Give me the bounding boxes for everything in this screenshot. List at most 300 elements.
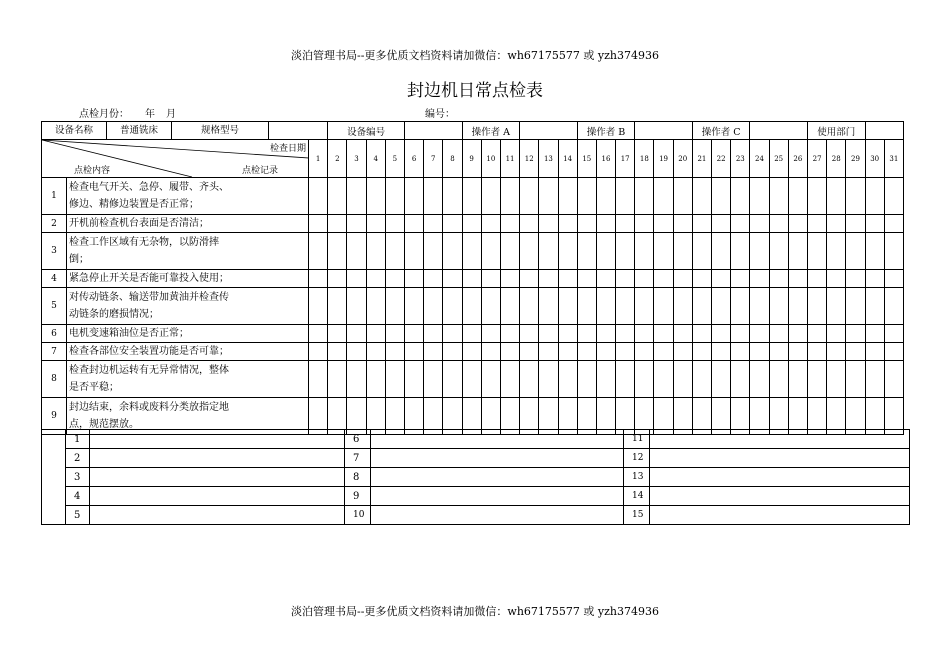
check-record-cell[interactable] (347, 270, 366, 288)
check-record-cell[interactable] (481, 288, 500, 325)
check-record-cell[interactable] (443, 233, 462, 270)
check-record-cell[interactable] (309, 343, 328, 361)
check-record-cell[interactable] (654, 178, 673, 215)
check-record-cell[interactable] (577, 325, 596, 343)
check-record-cell[interactable] (404, 361, 423, 398)
note-entry[interactable] (650, 487, 910, 506)
check-record-cell[interactable] (692, 288, 711, 325)
check-record-cell[interactable] (807, 288, 826, 325)
check-record-cell[interactable] (846, 215, 865, 233)
check-record-cell[interactable] (347, 288, 366, 325)
check-record-cell[interactable] (712, 343, 731, 361)
check-record-cell[interactable] (366, 343, 385, 361)
check-record-cell[interactable] (884, 288, 903, 325)
check-record-cell[interactable] (328, 343, 347, 361)
notes-row (42, 506, 910, 525)
check-record-cell[interactable] (520, 233, 539, 270)
check-record-cell[interactable] (462, 233, 481, 270)
check-record-cell[interactable] (500, 215, 519, 233)
device-name-label: 设备名称 (42, 122, 107, 139)
check-record-cell[interactable] (712, 215, 731, 233)
note-entry[interactable] (650, 506, 910, 525)
check-record-cell[interactable] (673, 343, 692, 361)
check-record-cell[interactable] (520, 361, 539, 398)
check-record-cell[interactable] (385, 325, 404, 343)
check-record-cell[interactable] (750, 270, 769, 288)
note-number: 3 (66, 468, 90, 487)
check-record-cell[interactable] (366, 361, 385, 398)
check-record-cell[interactable] (788, 288, 807, 325)
check-record-cell[interactable] (731, 343, 750, 361)
check-record-cell[interactable] (616, 361, 635, 398)
check-record-cell[interactable] (443, 288, 462, 325)
check-record-cell[interactable] (404, 178, 423, 215)
check-record-cell[interactable] (481, 361, 500, 398)
check-record-cell[interactable] (328, 361, 347, 398)
device-number-value[interactable] (404, 122, 462, 140)
check-record-cell[interactable] (596, 215, 615, 233)
check-record-cell[interactable] (616, 233, 635, 270)
month-label: 月 (166, 109, 176, 120)
check-record-cell[interactable] (692, 233, 711, 270)
check-record-cell[interactable] (635, 361, 654, 398)
check-record-cell[interactable] (520, 215, 539, 233)
check-record-cell[interactable] (846, 325, 865, 343)
notes-row (42, 449, 910, 468)
day-column-header: 15 (577, 140, 596, 178)
check-record-cell[interactable] (673, 270, 692, 288)
check-record-cell[interactable] (807, 233, 826, 270)
check-record-cell[interactable] (596, 325, 615, 343)
check-record-cell[interactable] (635, 178, 654, 215)
check-record-cell[interactable] (692, 178, 711, 215)
check-record-cell[interactable] (500, 325, 519, 343)
check-record-cell[interactable] (865, 215, 884, 233)
check-record-cell[interactable] (827, 343, 846, 361)
check-record-cell[interactable] (731, 178, 750, 215)
check-record-cell[interactable] (366, 270, 385, 288)
check-record-cell[interactable] (846, 343, 865, 361)
check-record-cell[interactable] (865, 343, 884, 361)
check-record-cell[interactable] (616, 325, 635, 343)
check-record-cell[interactable] (712, 178, 731, 215)
note-entry[interactable] (371, 506, 624, 525)
note-entry[interactable] (371, 468, 624, 487)
check-record-cell[interactable] (520, 270, 539, 288)
check-record-cell[interactable] (577, 361, 596, 398)
check-record-cell[interactable] (347, 233, 366, 270)
day-column-header: 2 (328, 140, 347, 178)
check-record-cell[interactable] (884, 215, 903, 233)
check-record-cell[interactable] (769, 325, 788, 343)
check-record-cell[interactable] (577, 288, 596, 325)
check-record-cell[interactable] (884, 343, 903, 361)
check-record-cell[interactable] (635, 325, 654, 343)
check-record-cell[interactable] (750, 233, 769, 270)
check-record-cell[interactable] (827, 233, 846, 270)
check-record-cell[interactable] (481, 233, 500, 270)
note-entry[interactable] (90, 430, 345, 449)
check-record-cell[interactable] (328, 178, 347, 215)
check-record-cell[interactable] (807, 343, 826, 361)
check-record-cell[interactable] (558, 361, 577, 398)
check-record-cell[interactable] (328, 325, 347, 343)
check-record-cell[interactable] (731, 288, 750, 325)
check-record-cell[interactable] (500, 233, 519, 270)
check-record-cell[interactable] (424, 288, 443, 325)
item-description-line: 检查各部位安全装置功能是否可靠； (69, 346, 229, 357)
check-record-cell[interactable] (827, 270, 846, 288)
day-column-header: 1 (309, 140, 328, 178)
check-record-cell[interactable] (520, 288, 539, 325)
check-record-cell[interactable] (616, 178, 635, 215)
check-record-cell[interactable] (827, 325, 846, 343)
check-record-cell[interactable] (769, 178, 788, 215)
note-entry[interactable] (650, 449, 910, 468)
check-record-cell[interactable] (596, 343, 615, 361)
check-record-cell[interactable] (347, 178, 366, 215)
note-entry[interactable] (90, 468, 345, 487)
check-record-cell[interactable] (385, 288, 404, 325)
inspection-item-row (42, 178, 904, 215)
day-column-header: 14 (558, 140, 577, 178)
check-record-cell[interactable] (654, 270, 673, 288)
check-record-cell[interactable] (769, 215, 788, 233)
check-record-cell[interactable] (865, 178, 884, 215)
check-record-cell[interactable] (635, 343, 654, 361)
check-record-cell[interactable] (520, 325, 539, 343)
check-record-cell[interactable] (424, 343, 443, 361)
note-entry[interactable] (650, 468, 910, 487)
check-record-cell[interactable] (462, 343, 481, 361)
device-name-value: 普通铣床 (107, 122, 172, 139)
check-record-cell[interactable] (443, 270, 462, 288)
check-record-cell[interactable] (616, 288, 635, 325)
check-record-cell[interactable] (481, 343, 500, 361)
check-record-cell[interactable] (884, 325, 903, 343)
check-record-cell[interactable] (692, 361, 711, 398)
check-record-cell[interactable] (500, 361, 519, 398)
check-record-cell[interactable] (654, 233, 673, 270)
check-record-cell[interactable] (616, 343, 635, 361)
check-record-cell[interactable] (366, 325, 385, 343)
check-record-cell[interactable] (712, 233, 731, 270)
check-record-cell[interactable] (731, 325, 750, 343)
day-column-header: 6 (404, 140, 423, 178)
check-record-cell[interactable] (520, 343, 539, 361)
check-record-cell[interactable] (309, 288, 328, 325)
spec-model-value[interactable] (269, 122, 328, 140)
check-record-cell[interactable] (462, 361, 481, 398)
check-record-cell[interactable] (424, 233, 443, 270)
check-record-cell[interactable] (462, 215, 481, 233)
note-entry[interactable] (90, 449, 345, 468)
check-record-cell[interactable] (558, 270, 577, 288)
check-record-cell[interactable] (654, 325, 673, 343)
check-record-cell[interactable] (865, 233, 884, 270)
check-record-cell[interactable] (366, 215, 385, 233)
check-record-cell[interactable] (788, 343, 807, 361)
check-record-cell[interactable] (539, 361, 558, 398)
check-record-cell[interactable] (404, 215, 423, 233)
check-record-cell[interactable] (385, 270, 404, 288)
item-description-line: 动链条的磨损情况； (69, 309, 159, 320)
check-record-cell[interactable] (385, 343, 404, 361)
check-record-cell[interactable] (520, 178, 539, 215)
check-record-cell[interactable] (481, 178, 500, 215)
check-record-cell[interactable] (788, 270, 807, 288)
check-record-cell[interactable] (577, 178, 596, 215)
year-label: 年 (145, 109, 155, 120)
check-record-cell[interactable] (654, 361, 673, 398)
check-record-cell[interactable] (731, 270, 750, 288)
note-entry[interactable] (371, 430, 624, 449)
item-description (67, 343, 309, 361)
check-record-cell[interactable] (539, 270, 558, 288)
check-record-cell[interactable] (635, 288, 654, 325)
check-record-cell[interactable] (539, 178, 558, 215)
check-record-cell[interactable] (596, 270, 615, 288)
note-entry[interactable] (371, 487, 624, 506)
check-record-cell[interactable] (558, 233, 577, 270)
check-record-cell[interactable] (673, 361, 692, 398)
check-record-cell[interactable] (750, 288, 769, 325)
note-entry[interactable] (90, 506, 345, 525)
check-record-cell[interactable] (807, 361, 826, 398)
department-value[interactable] (865, 122, 903, 140)
check-record-cell[interactable] (712, 270, 731, 288)
check-record-cell[interactable] (750, 325, 769, 343)
check-record-cell[interactable] (788, 325, 807, 343)
check-record-cell[interactable] (577, 343, 596, 361)
check-record-cell[interactable] (577, 215, 596, 233)
check-record-cell[interactable] (635, 233, 654, 270)
check-record-cell[interactable] (404, 233, 423, 270)
note-number: 9 (345, 487, 371, 506)
check-record-cell[interactable] (807, 178, 826, 215)
note-entry[interactable] (90, 487, 345, 506)
check-record-cell[interactable] (328, 233, 347, 270)
check-record-cell[interactable] (654, 343, 673, 361)
check-record-cell[interactable] (366, 178, 385, 215)
check-record-cell[interactable] (616, 270, 635, 288)
operator-a-value[interactable] (520, 122, 578, 140)
check-record-cell[interactable] (750, 215, 769, 233)
check-record-cell[interactable] (692, 270, 711, 288)
check-record-cell[interactable] (769, 361, 788, 398)
check-record-cell[interactable] (827, 178, 846, 215)
check-record-cell[interactable] (846, 361, 865, 398)
check-record-cell[interactable] (500, 343, 519, 361)
check-record-cell[interactable] (462, 288, 481, 325)
check-record-cell[interactable] (827, 215, 846, 233)
check-record-cell[interactable] (558, 288, 577, 325)
day-column-header: 28 (827, 140, 846, 178)
check-record-cell[interactable] (443, 343, 462, 361)
check-record-cell[interactable] (788, 178, 807, 215)
note-number: 11 (624, 430, 650, 449)
check-record-cell[interactable] (712, 288, 731, 325)
check-record-cell[interactable] (750, 178, 769, 215)
check-record-cell[interactable] (731, 233, 750, 270)
check-record-cell[interactable] (807, 325, 826, 343)
item-number: 6 (42, 325, 67, 343)
check-record-cell[interactable] (443, 178, 462, 215)
check-record-cell[interactable] (385, 215, 404, 233)
check-record-cell[interactable] (865, 361, 884, 398)
check-record-cell[interactable] (443, 325, 462, 343)
check-record-cell[interactable] (846, 288, 865, 325)
operator-b-value[interactable] (635, 122, 693, 140)
check-record-cell[interactable] (328, 288, 347, 325)
check-record-cell[interactable] (347, 343, 366, 361)
check-record-cell[interactable] (596, 178, 615, 215)
check-record-cell[interactable] (577, 270, 596, 288)
check-record-cell[interactable] (385, 361, 404, 398)
check-record-cell[interactable] (673, 178, 692, 215)
check-record-cell[interactable] (616, 215, 635, 233)
check-record-cell[interactable] (424, 325, 443, 343)
check-record-cell[interactable] (385, 233, 404, 270)
check-date-label: 检查日期 (270, 144, 307, 154)
check-record-cell[interactable] (654, 215, 673, 233)
check-record-cell[interactable] (596, 361, 615, 398)
note-number: 14 (624, 487, 650, 506)
check-record-cell[interactable] (731, 215, 750, 233)
check-record-cell[interactable] (692, 325, 711, 343)
check-record-cell[interactable] (424, 270, 443, 288)
day-column-header: 16 (596, 140, 615, 178)
day-column-header: 31 (884, 140, 903, 178)
check-record-cell[interactable] (309, 361, 328, 398)
check-record-cell[interactable] (309, 325, 328, 343)
check-record-cell[interactable] (788, 215, 807, 233)
day-column-header: 4 (366, 140, 385, 178)
check-record-cell[interactable] (462, 178, 481, 215)
check-record-cell[interactable] (309, 270, 328, 288)
check-record-cell[interactable] (366, 288, 385, 325)
check-record-cell[interactable] (558, 215, 577, 233)
check-record-cell[interactable] (558, 343, 577, 361)
check-record-cell[interactable] (596, 288, 615, 325)
check-record-cell[interactable] (884, 270, 903, 288)
check-record-cell[interactable] (558, 178, 577, 215)
check-record-cell[interactable] (788, 361, 807, 398)
check-record-cell[interactable] (731, 361, 750, 398)
check-record-cell[interactable] (807, 215, 826, 233)
check-record-cell[interactable] (692, 215, 711, 233)
check-record-cell[interactable] (712, 361, 731, 398)
note-entry[interactable] (650, 430, 910, 449)
check-record-cell[interactable] (884, 361, 903, 398)
check-record-cell[interactable] (347, 325, 366, 343)
check-record-cell[interactable] (424, 361, 443, 398)
check-record-cell[interactable] (596, 233, 615, 270)
check-record-cell[interactable] (884, 233, 903, 270)
check-record-cell[interactable] (481, 215, 500, 233)
check-record-cell[interactable] (481, 270, 500, 288)
check-record-cell[interactable] (328, 215, 347, 233)
check-record-cell[interactable] (635, 270, 654, 288)
item-number: 5 (42, 288, 67, 325)
check-record-cell[interactable] (635, 215, 654, 233)
check-record-cell[interactable] (347, 215, 366, 233)
check-record-cell[interactable] (539, 288, 558, 325)
check-record-cell[interactable] (673, 215, 692, 233)
check-record-cell[interactable] (481, 325, 500, 343)
check-record-cell[interactable] (827, 361, 846, 398)
check-record-cell[interactable] (462, 325, 481, 343)
check-record-cell[interactable] (865, 288, 884, 325)
check-record-cell[interactable] (577, 233, 596, 270)
check-record-cell[interactable] (846, 270, 865, 288)
check-record-cell[interactable] (462, 270, 481, 288)
check-record-cell[interactable] (673, 288, 692, 325)
check-record-cell[interactable] (827, 288, 846, 325)
check-record-cell[interactable] (692, 343, 711, 361)
check-record-cell[interactable] (309, 215, 328, 233)
check-record-cell[interactable] (865, 270, 884, 288)
check-record-cell[interactable] (347, 361, 366, 398)
check-record-cell[interactable] (884, 178, 903, 215)
note-entry[interactable] (371, 449, 624, 468)
check-record-cell[interactable] (807, 270, 826, 288)
check-record-cell[interactable] (846, 178, 865, 215)
check-record-cell[interactable] (424, 215, 443, 233)
check-record-cell[interactable] (404, 343, 423, 361)
check-record-cell[interactable] (769, 343, 788, 361)
check-record-cell[interactable] (443, 215, 462, 233)
check-record-cell[interactable] (500, 178, 519, 215)
check-record-cell[interactable] (309, 178, 328, 215)
check-record-cell[interactable] (385, 178, 404, 215)
check-record-cell[interactable] (539, 325, 558, 343)
check-record-cell[interactable] (673, 325, 692, 343)
check-record-cell[interactable] (366, 233, 385, 270)
check-record-cell[interactable] (788, 233, 807, 270)
check-record-cell[interactable] (654, 288, 673, 325)
check-record-cell[interactable] (712, 325, 731, 343)
note-number: 2 (66, 449, 90, 468)
check-record-cell[interactable] (673, 233, 692, 270)
check-record-cell[interactable] (769, 288, 788, 325)
check-record-cell[interactable] (328, 270, 347, 288)
check-record-cell[interactable] (539, 343, 558, 361)
operator-c-value[interactable] (750, 122, 808, 140)
check-record-cell[interactable] (865, 325, 884, 343)
check-record-cell[interactable] (424, 178, 443, 215)
check-record-cell[interactable] (846, 233, 865, 270)
check-record-cell[interactable] (769, 270, 788, 288)
check-record-cell[interactable] (404, 270, 423, 288)
check-record-cell[interactable] (558, 325, 577, 343)
spec-model-label: 规格型号 (201, 125, 240, 136)
check-record-cell[interactable] (404, 288, 423, 325)
check-record-cell[interactable] (309, 233, 328, 270)
check-content-label: 点检内容 (74, 166, 111, 176)
check-record-cell[interactable] (750, 343, 769, 361)
check-record-cell[interactable] (539, 215, 558, 233)
check-record-cell[interactable] (539, 233, 558, 270)
check-record-cell[interactable] (443, 361, 462, 398)
check-record-cell[interactable] (404, 325, 423, 343)
page-header-text: 淡泊管理书局--更多优质文档资料请加微信：wh67175577 或 yzh374936 (291, 49, 659, 62)
check-record-cell[interactable] (500, 288, 519, 325)
check-record-cell[interactable] (500, 270, 519, 288)
item-description-line: 电机变速箱油位是否正常； (69, 328, 189, 339)
check-record-cell[interactable] (769, 233, 788, 270)
check-record-cell[interactable] (750, 361, 769, 398)
